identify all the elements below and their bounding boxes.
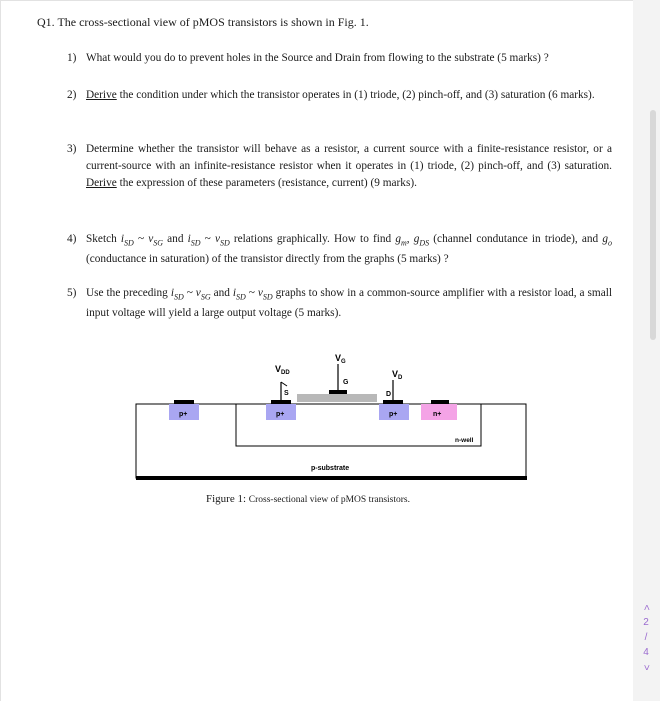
math-vsd: $v_{SD}$	[214, 233, 230, 248]
math-gds: $g_{DS}$	[413, 233, 430, 248]
contact	[431, 400, 449, 404]
item-number: 3)	[67, 143, 77, 155]
item-text: What would you do to prevent holes in the Source and Drain from flowing to the substrate (5 marks) ?	[86, 52, 549, 64]
n-plus-label: n+	[433, 411, 442, 418]
gate-contact	[329, 390, 347, 394]
source-wire	[281, 382, 287, 386]
math-gm: $g_m$	[395, 233, 407, 248]
use-text: Use the preceding	[86, 287, 168, 299]
tail-text: graphs to show in a common-source amplifier with a resistor load, a small input voltage will yield a large output voltage (5 marks).	[86, 287, 613, 320]
chevron-down-icon[interactable]: >	[640, 664, 652, 671]
question-item-2	[67, 87, 612, 104]
question-item-1	[67, 50, 612, 67]
question-item-4: 4) Sketch $i_{SD}$ ~ $v_{SG}$ and $i_{SD}$ ~ $v_{SD}$ relations graphically. How to find $g_m$, $g_{DS}$ (channel condutance in triode), and $g_o$ (conductance in saturation) of the transistor directly from the graphs (5 marks) ?	[67, 233, 612, 266]
drain-label: D	[386, 391, 392, 398]
paren-text: (channel condutance in triode), and	[433, 233, 599, 245]
item-number: 4)	[67, 233, 77, 245]
question-item-5	[67, 285, 612, 322]
contact	[174, 400, 194, 404]
item-number: 2)	[67, 89, 77, 101]
and-word: and	[213, 287, 230, 299]
pmos-diagram	[121, 346, 541, 506]
caption-text: Cross-sectional view of pMOS transistors.	[248, 495, 411, 505]
contact	[383, 400, 403, 404]
math-isd: $i_{SD}$	[187, 233, 201, 248]
math-isd: $i_{SD}$	[170, 287, 184, 302]
derive-word: Derive	[86, 177, 117, 189]
relations-text: relations graphically. How to find	[233, 233, 392, 245]
p-plus-label: p+	[389, 411, 398, 418]
p-plus-label: p+	[276, 411, 285, 418]
page-navigator	[636, 600, 656, 675]
item-text: the condition under which the transistor operates in (1) triode, (2) pinch-off, and (3) saturation (6 marks).	[116, 89, 595, 101]
pmos-cross-section-figure	[121, 346, 541, 506]
math-go: $g_o$	[602, 233, 612, 248]
p-plus-label: p+	[179, 411, 188, 418]
sketch-word: Sketch	[86, 233, 117, 245]
gate-oxide	[297, 394, 377, 402]
substrate-bottom-contact	[136, 476, 527, 480]
current-page-number: 2	[643, 617, 649, 628]
n-well-label: n-well	[455, 437, 474, 444]
gate-label: G	[343, 379, 349, 386]
math-vsg: $v_{SG}$	[148, 233, 164, 248]
figure-number: Figure 1:	[206, 493, 247, 505]
item-number: 1)	[67, 52, 77, 64]
item-text-b: the expression of these parameters (resistance, current) (9 marks).	[116, 177, 417, 189]
page-separator: /	[644, 632, 648, 643]
item-text-a: Determine whether the transistor will behave as a resistor, a current source with a finite-resistance resistor, or a current-source with an infinite-resistance resistor when it operates in (1) triode, (2) pinch-off, and (3) saturation.	[86, 143, 612, 172]
tail-text: (conductance in saturation) of the transistor directly from the graphs (5 marks) ?	[86, 253, 449, 266]
math-vsg: $v_{SG}$	[195, 287, 211, 302]
source-label: S	[284, 390, 289, 397]
vdd-label: $V_{DD}$	[275, 364, 290, 376]
p-substrate-label: p-substrate	[311, 465, 350, 472]
vg-label: $V_G$	[335, 353, 346, 365]
question-item-3	[67, 141, 612, 192]
tilde: ~	[137, 233, 145, 245]
figure-caption	[206, 493, 410, 505]
tilde: ~	[186, 287, 193, 299]
math-isd: $i_{SD}$	[232, 287, 246, 302]
total-pages: 4	[643, 647, 649, 658]
scrollbar[interactable]	[650, 110, 656, 340]
item-number: 5)	[67, 287, 77, 299]
question-title: Q1. The cross-sectional view of pMOS transistors is shown in Fig. 1.	[37, 15, 369, 29]
chevron-up-icon[interactable]: <	[640, 604, 652, 611]
math-vsd: $v_{SD}$	[257, 287, 273, 302]
derive-word: Derive	[86, 89, 117, 101]
math-isd: $i_{SD}$	[120, 233, 134, 248]
and-word: and	[167, 233, 184, 245]
tilde: ~	[248, 287, 255, 299]
tilde: ~	[204, 233, 211, 245]
vd-label: $V_D$	[392, 369, 403, 381]
contact	[271, 400, 291, 404]
